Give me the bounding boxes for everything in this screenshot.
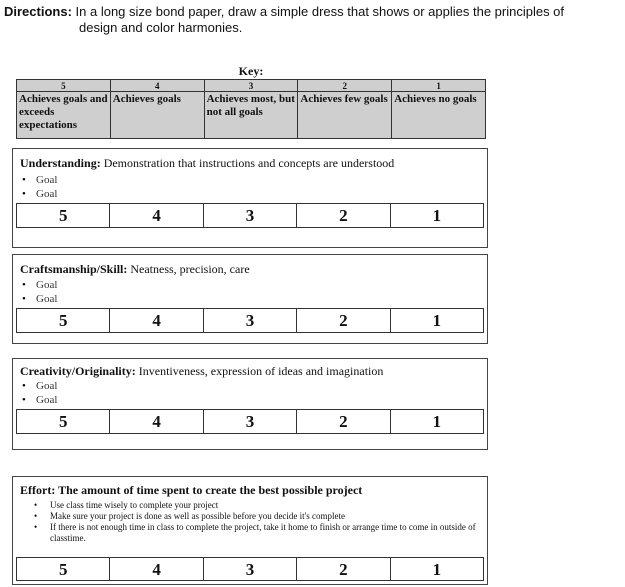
- score-cell-1[interactable]: 1: [390, 410, 483, 433]
- goal-item: • Use class time wisely to complete your project: [20, 500, 482, 511]
- key-score: 5: [17, 80, 111, 92]
- key-score: 2: [298, 80, 392, 92]
- score-cell-3[interactable]: 3: [203, 410, 296, 433]
- score-cell-1[interactable]: 1: [390, 204, 483, 227]
- score-cell-2[interactable]: 2: [296, 204, 389, 227]
- key-description: Achieves goals: [110, 92, 204, 139]
- key-description: Achieves no goals: [392, 92, 486, 139]
- key-title: Key:: [238, 64, 264, 78]
- score-cell-5[interactable]: 5: [58, 560, 68, 579]
- directions-text-line1: In a long size bond paper, draw a simple dress that shows or applies the principles of: [75, 4, 565, 19]
- score-cell-5[interactable]: 5: [58, 206, 68, 225]
- key-score: 3: [204, 80, 298, 92]
- score-cell-4[interactable]: 4: [109, 309, 202, 332]
- criterion-heading: [20, 262, 250, 277]
- score-cell-2[interactable]: 2: [296, 309, 389, 332]
- goal-item: • Make sure your project is done as well as possible before you decide it's complete: [20, 511, 482, 522]
- criterion-description: Demonstration that instructions and concepts are understood: [100, 156, 395, 170]
- goal-item: • Goal: [20, 379, 57, 393]
- goal-item: • Goal: [20, 393, 57, 407]
- score-cell-5[interactable]: 5: [58, 311, 68, 330]
- score-cell-3[interactable]: 3: [203, 309, 296, 332]
- score-row: [16, 308, 484, 333]
- criterion-description: Inventiveness, expression of ideas and imagination: [135, 364, 384, 378]
- criterion-heading: [20, 364, 383, 379]
- score-cell-3[interactable]: 3: [203, 204, 296, 227]
- key-score-row: [17, 80, 486, 92]
- criterion-heading: [20, 483, 362, 498]
- criterion-understanding: [12, 148, 488, 248]
- goal-item: • Goal: [20, 292, 57, 306]
- criterion-label: Creativity/Originality:: [20, 364, 136, 378]
- goal-list: [20, 379, 57, 407]
- score-cell-4[interactable]: 4: [109, 410, 202, 433]
- criterion-label: Effort: The amount of time spent to create the best possible project: [20, 483, 363, 497]
- key-description: Achieves goals and exceeds expectations: [17, 92, 111, 139]
- criterion-creativity: [12, 358, 488, 450]
- directions-label: Directions:: [4, 4, 72, 19]
- score-cell-3[interactable]: 3: [203, 558, 296, 580]
- directions: [4, 4, 622, 36]
- key-score: 1: [392, 80, 486, 92]
- criterion-effort: [12, 476, 488, 585]
- criterion-label: Craftsmanship/Skill:: [20, 262, 128, 276]
- criterion-description: Neatness, precision, care: [127, 262, 250, 276]
- goal-list: [20, 500, 482, 544]
- rubric-key-table: [16, 64, 486, 139]
- score-cell-1[interactable]: 1: [390, 309, 483, 332]
- goal-item: • Goal: [20, 173, 57, 187]
- goal-item: • Goal: [20, 278, 57, 292]
- goal-list: [20, 173, 57, 201]
- key-description: Achieves few goals: [298, 92, 392, 139]
- score-cell-2[interactable]: 2: [296, 410, 389, 433]
- score-cell-1[interactable]: 1: [390, 558, 483, 580]
- goal-item: • Goal: [20, 187, 57, 201]
- goal-list: [20, 278, 57, 306]
- score-row: [16, 203, 484, 228]
- criterion-heading: [20, 156, 394, 171]
- key-description: Achieves most, but not all goals: [204, 92, 298, 139]
- score-cell-4[interactable]: 4: [109, 204, 202, 227]
- goal-item: • If there is not enough time in class to complete the project, take it home to finish or arrange time to come in outside of classtime.: [20, 522, 482, 544]
- directions-text-line2: design and color harmonies.: [79, 20, 243, 35]
- score-row: [16, 557, 484, 581]
- score-cell-4[interactable]: 4: [109, 558, 202, 580]
- criterion-craftsmanship: [12, 254, 488, 344]
- score-cell-2[interactable]: 2: [296, 558, 389, 580]
- score-row: [16, 409, 484, 434]
- key-description-row: [17, 92, 486, 139]
- score-cell-5[interactable]: 5: [58, 412, 68, 431]
- criterion-label: Understanding:: [20, 156, 101, 170]
- key-score: 4: [110, 80, 204, 92]
